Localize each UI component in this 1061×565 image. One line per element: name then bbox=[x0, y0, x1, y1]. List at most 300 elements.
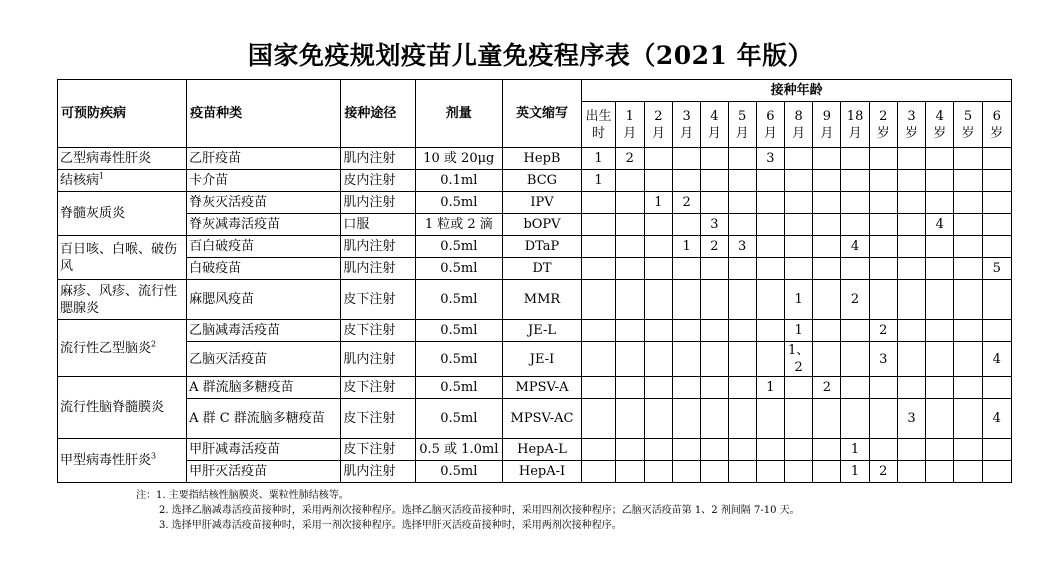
route-cell: 皮下注射 bbox=[341, 377, 416, 399]
dose-number-cell bbox=[644, 320, 672, 342]
age-unit: 月 bbox=[680, 125, 694, 141]
dose-number-cell bbox=[728, 377, 756, 399]
disease-cell bbox=[58, 192, 187, 236]
age-number: 2 bbox=[879, 108, 888, 124]
age-header-cell bbox=[644, 102, 672, 148]
age-number: 6 bbox=[766, 108, 775, 124]
dose-number-cell bbox=[813, 399, 841, 439]
dose-number-cell: 3 bbox=[701, 214, 728, 236]
dose-number-cell bbox=[869, 399, 897, 439]
age-header-cell bbox=[784, 102, 812, 148]
dose-number-cell: 1 bbox=[784, 280, 812, 320]
disease-cell bbox=[58, 170, 187, 192]
dose-number-cell bbox=[841, 320, 869, 342]
dose-amount-cell: 0.5ml bbox=[415, 192, 502, 214]
route-cell: 肌内注射 bbox=[341, 461, 416, 483]
dose-number-cell bbox=[897, 148, 925, 170]
dose-number-cell bbox=[673, 214, 701, 236]
age-number: 5 bbox=[963, 108, 973, 124]
dose-number-cell: 1 bbox=[582, 148, 615, 170]
dose-number-cell bbox=[784, 148, 812, 170]
dose-number-cell bbox=[756, 280, 784, 320]
dose-number-cell bbox=[982, 148, 1011, 170]
dose-number-cell bbox=[926, 148, 954, 170]
dose-number-cell bbox=[701, 148, 728, 170]
route-cell: 皮下注射 bbox=[341, 399, 416, 439]
dose-number-cell bbox=[954, 280, 982, 320]
dose-number-cell bbox=[897, 320, 925, 342]
dose-number-cell bbox=[784, 236, 812, 258]
age-header-cell bbox=[756, 102, 784, 148]
dose-number-cell bbox=[813, 258, 841, 280]
dose-number-cell bbox=[728, 342, 756, 377]
table-row bbox=[58, 148, 1012, 170]
dose-number-cell bbox=[728, 399, 756, 439]
dose-number-cell: 1 bbox=[784, 320, 812, 342]
dose-number-cell bbox=[701, 258, 728, 280]
vaccine-cell: A 群流脑多糖疫苗 bbox=[187, 377, 341, 399]
dose-number-cell bbox=[954, 170, 982, 192]
header-dose: 剂量 bbox=[415, 80, 502, 148]
abbr-cell: MMR bbox=[502, 280, 582, 320]
dose-number-cell bbox=[841, 192, 869, 214]
dose-number-cell bbox=[926, 320, 954, 342]
table-row bbox=[58, 170, 1012, 192]
dose-number-cell bbox=[582, 439, 615, 461]
dose-number-cell bbox=[869, 236, 897, 258]
header-abbr: 英文缩写 bbox=[502, 80, 582, 148]
age-unit: 月 bbox=[623, 125, 637, 141]
dose-number-cell bbox=[728, 258, 756, 280]
dose-number-cell bbox=[954, 320, 982, 342]
dose-number-cell bbox=[644, 461, 672, 483]
age-header-cell bbox=[615, 102, 644, 148]
dose-number-cell bbox=[926, 236, 954, 258]
dose-number-cell bbox=[841, 342, 869, 377]
age-header-cell bbox=[582, 102, 615, 148]
dose-number-cell bbox=[582, 236, 615, 258]
dose-number-cell bbox=[982, 214, 1011, 236]
dose-number-cell bbox=[615, 439, 644, 461]
dose-number-cell bbox=[756, 192, 784, 214]
dose-number-cell bbox=[813, 461, 841, 483]
disease-name: 脊髓灰质炎 bbox=[60, 206, 126, 221]
header-vaccine: 疫苗种类 bbox=[187, 80, 341, 148]
dose-number-cell bbox=[728, 320, 756, 342]
dose-number-cell bbox=[841, 148, 869, 170]
dose-number-cell bbox=[644, 258, 672, 280]
age-unit: 时 bbox=[591, 125, 605, 141]
age-number: 出生 bbox=[585, 108, 612, 124]
table-row bbox=[58, 280, 1012, 320]
dose-number-cell bbox=[982, 192, 1011, 214]
table-row bbox=[58, 192, 1012, 214]
dose-number-cell bbox=[701, 170, 728, 192]
age-number: 3 bbox=[682, 108, 691, 124]
dose-number-cell bbox=[756, 399, 784, 439]
dose-number-cell: 2 bbox=[701, 236, 728, 258]
dose-number-cell bbox=[982, 320, 1011, 342]
vaccine-cell: 脊灰灭活疫苗 bbox=[187, 192, 341, 214]
age-unit: 岁 bbox=[990, 125, 1004, 141]
dose-number-cell bbox=[897, 236, 925, 258]
route-cell: 肌内注射 bbox=[341, 192, 416, 214]
disease-cell bbox=[58, 439, 187, 483]
dose-number-cell bbox=[869, 377, 897, 399]
dose-number-cell bbox=[644, 280, 672, 320]
dose-number-cell bbox=[813, 439, 841, 461]
dose-number-cell bbox=[813, 236, 841, 258]
dose-number-cell bbox=[784, 377, 812, 399]
age-unit: 月 bbox=[820, 125, 834, 141]
dose-number-cell bbox=[644, 342, 672, 377]
dose-number-cell bbox=[926, 461, 954, 483]
header-age-group: 接种年龄 bbox=[582, 80, 1012, 102]
route-cell: 肌内注射 bbox=[341, 148, 416, 170]
dose-number-cell bbox=[926, 399, 954, 439]
dose-number-cell bbox=[926, 342, 954, 377]
dose-number-cell bbox=[701, 342, 728, 377]
dose-amount-cell: 0.5ml bbox=[415, 280, 502, 320]
dose-number-cell bbox=[784, 214, 812, 236]
dose-number-cell bbox=[841, 214, 869, 236]
dose-number-cell bbox=[673, 461, 701, 483]
dose-number-cell bbox=[582, 192, 615, 214]
age-unit: 月 bbox=[792, 125, 806, 141]
dose-number-cell bbox=[756, 170, 784, 192]
footnote-marker: 1 bbox=[99, 171, 105, 181]
dose-amount-cell: 1 粒或 2 滴 bbox=[415, 214, 502, 236]
dose-number-cell: 1 bbox=[756, 377, 784, 399]
dose-number-cell bbox=[756, 439, 784, 461]
dose-number-cell bbox=[784, 439, 812, 461]
footnote-3: 3. 选择甲肝减毒活疫苗接种时，采用一剂次接种程序。选择甲肝灭活疫苗接种时，采用两剂次接种程序。 bbox=[159, 520, 622, 531]
abbr-cell: IPV bbox=[502, 192, 582, 214]
dose-number-cell bbox=[728, 461, 756, 483]
dose-number-cell: 1 bbox=[673, 236, 701, 258]
dose-amount-cell: 0.5 或 1.0ml bbox=[415, 439, 502, 461]
dose-number-cell bbox=[582, 280, 615, 320]
abbr-cell: HepB bbox=[502, 148, 582, 170]
route-cell: 口服 bbox=[341, 214, 416, 236]
footnote-1: 注：1. 主要指结核性脑膜炎、粟粒性肺结核等。 bbox=[136, 490, 349, 501]
dose-amount-cell: 0.5ml bbox=[415, 236, 502, 258]
footnote-marker: 2 bbox=[151, 339, 157, 349]
age-number: 18 bbox=[846, 108, 864, 124]
dose-number-cell bbox=[954, 461, 982, 483]
dose-number-cell bbox=[582, 399, 615, 439]
age-unit: 岁 bbox=[905, 125, 919, 141]
age-header-cell bbox=[982, 102, 1011, 148]
dose-number-cell bbox=[813, 192, 841, 214]
dose-number-cell: 1 bbox=[841, 461, 869, 483]
abbr-cell: DTaP bbox=[502, 236, 582, 258]
dose-number-cell bbox=[673, 342, 701, 377]
dose-number-cell: 2 bbox=[869, 320, 897, 342]
dose-number-cell: 1 bbox=[644, 192, 672, 214]
dose-number-cell bbox=[673, 258, 701, 280]
abbr-cell: JE-I bbox=[502, 342, 582, 377]
page-title: 国家免疫规划疫苗儿童免疫程序表（2021 年版） bbox=[247, 41, 814, 70]
dose-number-cell bbox=[813, 320, 841, 342]
table-header bbox=[58, 80, 1012, 148]
route-cell: 皮下注射 bbox=[341, 439, 416, 461]
dose-number-cell bbox=[784, 399, 812, 439]
dose-number-cell bbox=[869, 214, 897, 236]
route-cell: 皮内注射 bbox=[341, 170, 416, 192]
age-unit: 月 bbox=[763, 125, 777, 141]
abbr-cell: DT bbox=[502, 258, 582, 280]
vaccine-cell: A 群 C 群流脑多糖疫苗 bbox=[187, 399, 341, 439]
dose-number-cell bbox=[813, 170, 841, 192]
dose-amount-cell: 0.5ml bbox=[415, 399, 502, 439]
dose-number-cell bbox=[756, 236, 784, 258]
dose-number-cell: 1、2 bbox=[784, 342, 812, 377]
dose-number-cell bbox=[897, 461, 925, 483]
dose-number-cell bbox=[954, 399, 982, 439]
table-body bbox=[58, 148, 1012, 483]
dose-number-cell: 2 bbox=[615, 148, 644, 170]
dose-number-cell bbox=[897, 377, 925, 399]
dose-number-cell: 1 bbox=[841, 439, 869, 461]
age-header-cell bbox=[728, 102, 756, 148]
dose-number-cell bbox=[644, 170, 672, 192]
dose-number-cell bbox=[701, 461, 728, 483]
dose-amount-cell: 0.5ml bbox=[415, 320, 502, 342]
dose-amount-cell: 0.1ml bbox=[415, 170, 502, 192]
dose-number-cell bbox=[897, 192, 925, 214]
dose-number-cell bbox=[673, 280, 701, 320]
dose-number-cell: 3 bbox=[897, 399, 925, 439]
dose-number-cell bbox=[756, 320, 784, 342]
disease-name: 乙型病毒性肝炎 bbox=[60, 151, 152, 166]
dose-number-cell bbox=[582, 258, 615, 280]
dose-number-cell bbox=[582, 320, 615, 342]
dose-number-cell bbox=[926, 377, 954, 399]
table-row bbox=[58, 342, 1012, 377]
dose-number-cell bbox=[841, 170, 869, 192]
age-header-cell bbox=[954, 102, 982, 148]
dose-number-cell bbox=[701, 320, 728, 342]
dose-number-cell bbox=[926, 170, 954, 192]
dose-number-cell bbox=[926, 280, 954, 320]
vaccine-cell: 麻腮风疫苗 bbox=[187, 280, 341, 320]
dose-number-cell bbox=[728, 280, 756, 320]
dose-number-cell bbox=[728, 148, 756, 170]
table-row bbox=[58, 439, 1012, 461]
dose-number-cell bbox=[701, 377, 728, 399]
dose-number-cell bbox=[897, 342, 925, 377]
dose-amount-cell: 0.5ml bbox=[415, 377, 502, 399]
disease-name: 流行性脑脊髓膜炎 bbox=[60, 400, 165, 415]
footnote-marker: 3 bbox=[151, 451, 157, 461]
disease-cell bbox=[58, 148, 187, 170]
dose-number-cell bbox=[673, 170, 701, 192]
dose-number-cell bbox=[982, 461, 1011, 483]
dose-number-cell bbox=[644, 377, 672, 399]
dose-number-cell bbox=[926, 192, 954, 214]
dose-number-cell: 2 bbox=[673, 192, 701, 214]
dose-number-cell bbox=[897, 170, 925, 192]
vaccine-cell: 乙脑减毒活疫苗 bbox=[187, 320, 341, 342]
dose-number-cell bbox=[982, 236, 1011, 258]
dose-number-cell bbox=[954, 377, 982, 399]
dose-number-cell bbox=[954, 214, 982, 236]
age-number: 4 bbox=[710, 108, 719, 124]
age-unit: 月 bbox=[707, 125, 721, 141]
age-unit: 岁 bbox=[876, 125, 890, 141]
route-cell: 皮下注射 bbox=[341, 320, 416, 342]
dose-number-cell bbox=[673, 399, 701, 439]
dose-number-cell bbox=[813, 214, 841, 236]
age-header-cell bbox=[926, 102, 954, 148]
dose-number-cell bbox=[982, 439, 1011, 461]
dose-number-cell bbox=[813, 342, 841, 377]
dose-number-cell bbox=[701, 192, 728, 214]
dose-number-cell bbox=[982, 280, 1011, 320]
disease-name: 甲型病毒性肝炎 bbox=[60, 453, 152, 468]
dose-number-cell bbox=[701, 399, 728, 439]
age-number: 8 bbox=[794, 108, 803, 124]
dose-number-cell bbox=[756, 214, 784, 236]
table-row bbox=[58, 258, 1012, 280]
dose-number-cell bbox=[673, 148, 701, 170]
disease-cell bbox=[58, 236, 187, 280]
dose-number-cell bbox=[615, 280, 644, 320]
dose-number-cell bbox=[673, 439, 701, 461]
age-unit: 月 bbox=[735, 125, 749, 141]
dose-number-cell bbox=[869, 280, 897, 320]
dose-number-cell: 4 bbox=[982, 399, 1011, 439]
dose-number-cell: 3 bbox=[756, 148, 784, 170]
dose-number-cell bbox=[756, 342, 784, 377]
dose-number-cell bbox=[756, 461, 784, 483]
abbr-cell: MPSV-A bbox=[502, 377, 582, 399]
dose-number-cell bbox=[615, 192, 644, 214]
table-row bbox=[58, 377, 1012, 399]
abbr-cell: bOPV bbox=[502, 214, 582, 236]
dose-number-cell bbox=[615, 236, 644, 258]
footnote-2: 2. 选择乙脑减毒活疫苗接种时，采用两剂次接种程序。选择乙脑灭活疫苗接种时，采用四剂次接种程序；乙脑灭活疫苗第 1、2 剂间隔 7-10 天。 bbox=[159, 505, 800, 516]
dose-number-cell: 2 bbox=[813, 377, 841, 399]
age-unit: 月 bbox=[848, 125, 862, 141]
dose-number-cell bbox=[841, 258, 869, 280]
dose-number-cell bbox=[869, 170, 897, 192]
dose-number-cell bbox=[982, 377, 1011, 399]
disease-name: 麻疹、风疹、流行性腮腺炎 bbox=[60, 283, 178, 316]
dose-number-cell bbox=[897, 214, 925, 236]
abbr-cell: HepA-L bbox=[502, 439, 582, 461]
dose-number-cell bbox=[897, 439, 925, 461]
vaccine-cell: 百白破疫苗 bbox=[187, 236, 341, 258]
dose-number-cell bbox=[841, 377, 869, 399]
dose-number-cell bbox=[644, 148, 672, 170]
table-row bbox=[58, 399, 1012, 439]
dose-number-cell bbox=[869, 148, 897, 170]
immunization-schedule-table bbox=[57, 79, 1012, 483]
table-row bbox=[58, 214, 1012, 236]
dose-amount-cell: 10 或 20μg bbox=[415, 148, 502, 170]
footnotes bbox=[136, 488, 800, 533]
age-number: 2 bbox=[654, 108, 663, 124]
dose-number-cell bbox=[728, 192, 756, 214]
dose-number-cell bbox=[813, 280, 841, 320]
dose-number-cell bbox=[784, 170, 812, 192]
dose-number-cell: 4 bbox=[926, 214, 954, 236]
dose-number-cell bbox=[582, 342, 615, 377]
dose-number-cell bbox=[582, 377, 615, 399]
disease-cell bbox=[58, 280, 187, 320]
vaccine-cell: 乙肝疫苗 bbox=[187, 148, 341, 170]
vaccine-cell: 白破疫苗 bbox=[187, 258, 341, 280]
dose-number-cell bbox=[926, 258, 954, 280]
vaccine-cell: 卡介苗 bbox=[187, 170, 341, 192]
dose-number-cell bbox=[582, 461, 615, 483]
dose-number-cell bbox=[644, 236, 672, 258]
dose-number-cell: 2 bbox=[869, 461, 897, 483]
dose-amount-cell: 0.5ml bbox=[415, 342, 502, 377]
dose-number-cell bbox=[615, 320, 644, 342]
dose-number-cell: 4 bbox=[982, 342, 1011, 377]
dose-number-cell bbox=[954, 342, 982, 377]
abbr-cell: MPSV-AC bbox=[502, 399, 582, 439]
dose-number-cell bbox=[615, 258, 644, 280]
route-cell: 肌内注射 bbox=[341, 236, 416, 258]
age-number: 5 bbox=[737, 108, 747, 124]
dose-number-cell bbox=[813, 148, 841, 170]
route-cell: 肌内注射 bbox=[341, 342, 416, 377]
age-header-cell bbox=[813, 102, 841, 148]
dose-number-cell bbox=[582, 214, 615, 236]
age-number: 1 bbox=[625, 108, 634, 124]
abbr-cell: HepA-I bbox=[502, 461, 582, 483]
age-header-cell bbox=[841, 102, 869, 148]
table-row bbox=[58, 320, 1012, 342]
age-number: 6 bbox=[992, 108, 1001, 124]
dose-number-cell bbox=[673, 377, 701, 399]
age-header-cell bbox=[673, 102, 701, 148]
dose-number-cell bbox=[673, 320, 701, 342]
dose-number-cell bbox=[869, 192, 897, 214]
abbr-cell: JE-L bbox=[502, 320, 582, 342]
disease-cell bbox=[58, 320, 187, 377]
disease-name: 结核病 bbox=[60, 173, 100, 188]
header-route: 接种途径 bbox=[341, 80, 416, 148]
disease-name: 百日咳、白喉、破伤风 bbox=[60, 241, 178, 274]
dose-amount-cell: 0.5ml bbox=[415, 461, 502, 483]
age-unit: 岁 bbox=[961, 125, 975, 141]
dose-number-cell bbox=[615, 399, 644, 439]
dose-number-cell bbox=[926, 439, 954, 461]
dose-number-cell bbox=[728, 170, 756, 192]
route-cell: 皮下注射 bbox=[341, 280, 416, 320]
dose-amount-cell: 0.5ml bbox=[415, 258, 502, 280]
vaccine-cell: 乙脑灭活疫苗 bbox=[187, 342, 341, 377]
dose-number-cell bbox=[701, 439, 728, 461]
dose-number-cell bbox=[954, 148, 982, 170]
dose-number-cell bbox=[841, 399, 869, 439]
dose-number-cell bbox=[897, 280, 925, 320]
dose-number-cell bbox=[784, 192, 812, 214]
abbr-cell: BCG bbox=[502, 170, 582, 192]
age-header-cell bbox=[897, 102, 925, 148]
dose-number-cell bbox=[728, 439, 756, 461]
dose-number-cell: 1 bbox=[582, 170, 615, 192]
dose-number-cell bbox=[701, 280, 728, 320]
dose-number-cell bbox=[982, 170, 1011, 192]
dose-number-cell: 5 bbox=[982, 258, 1011, 280]
dose-number-cell: 3 bbox=[728, 236, 756, 258]
